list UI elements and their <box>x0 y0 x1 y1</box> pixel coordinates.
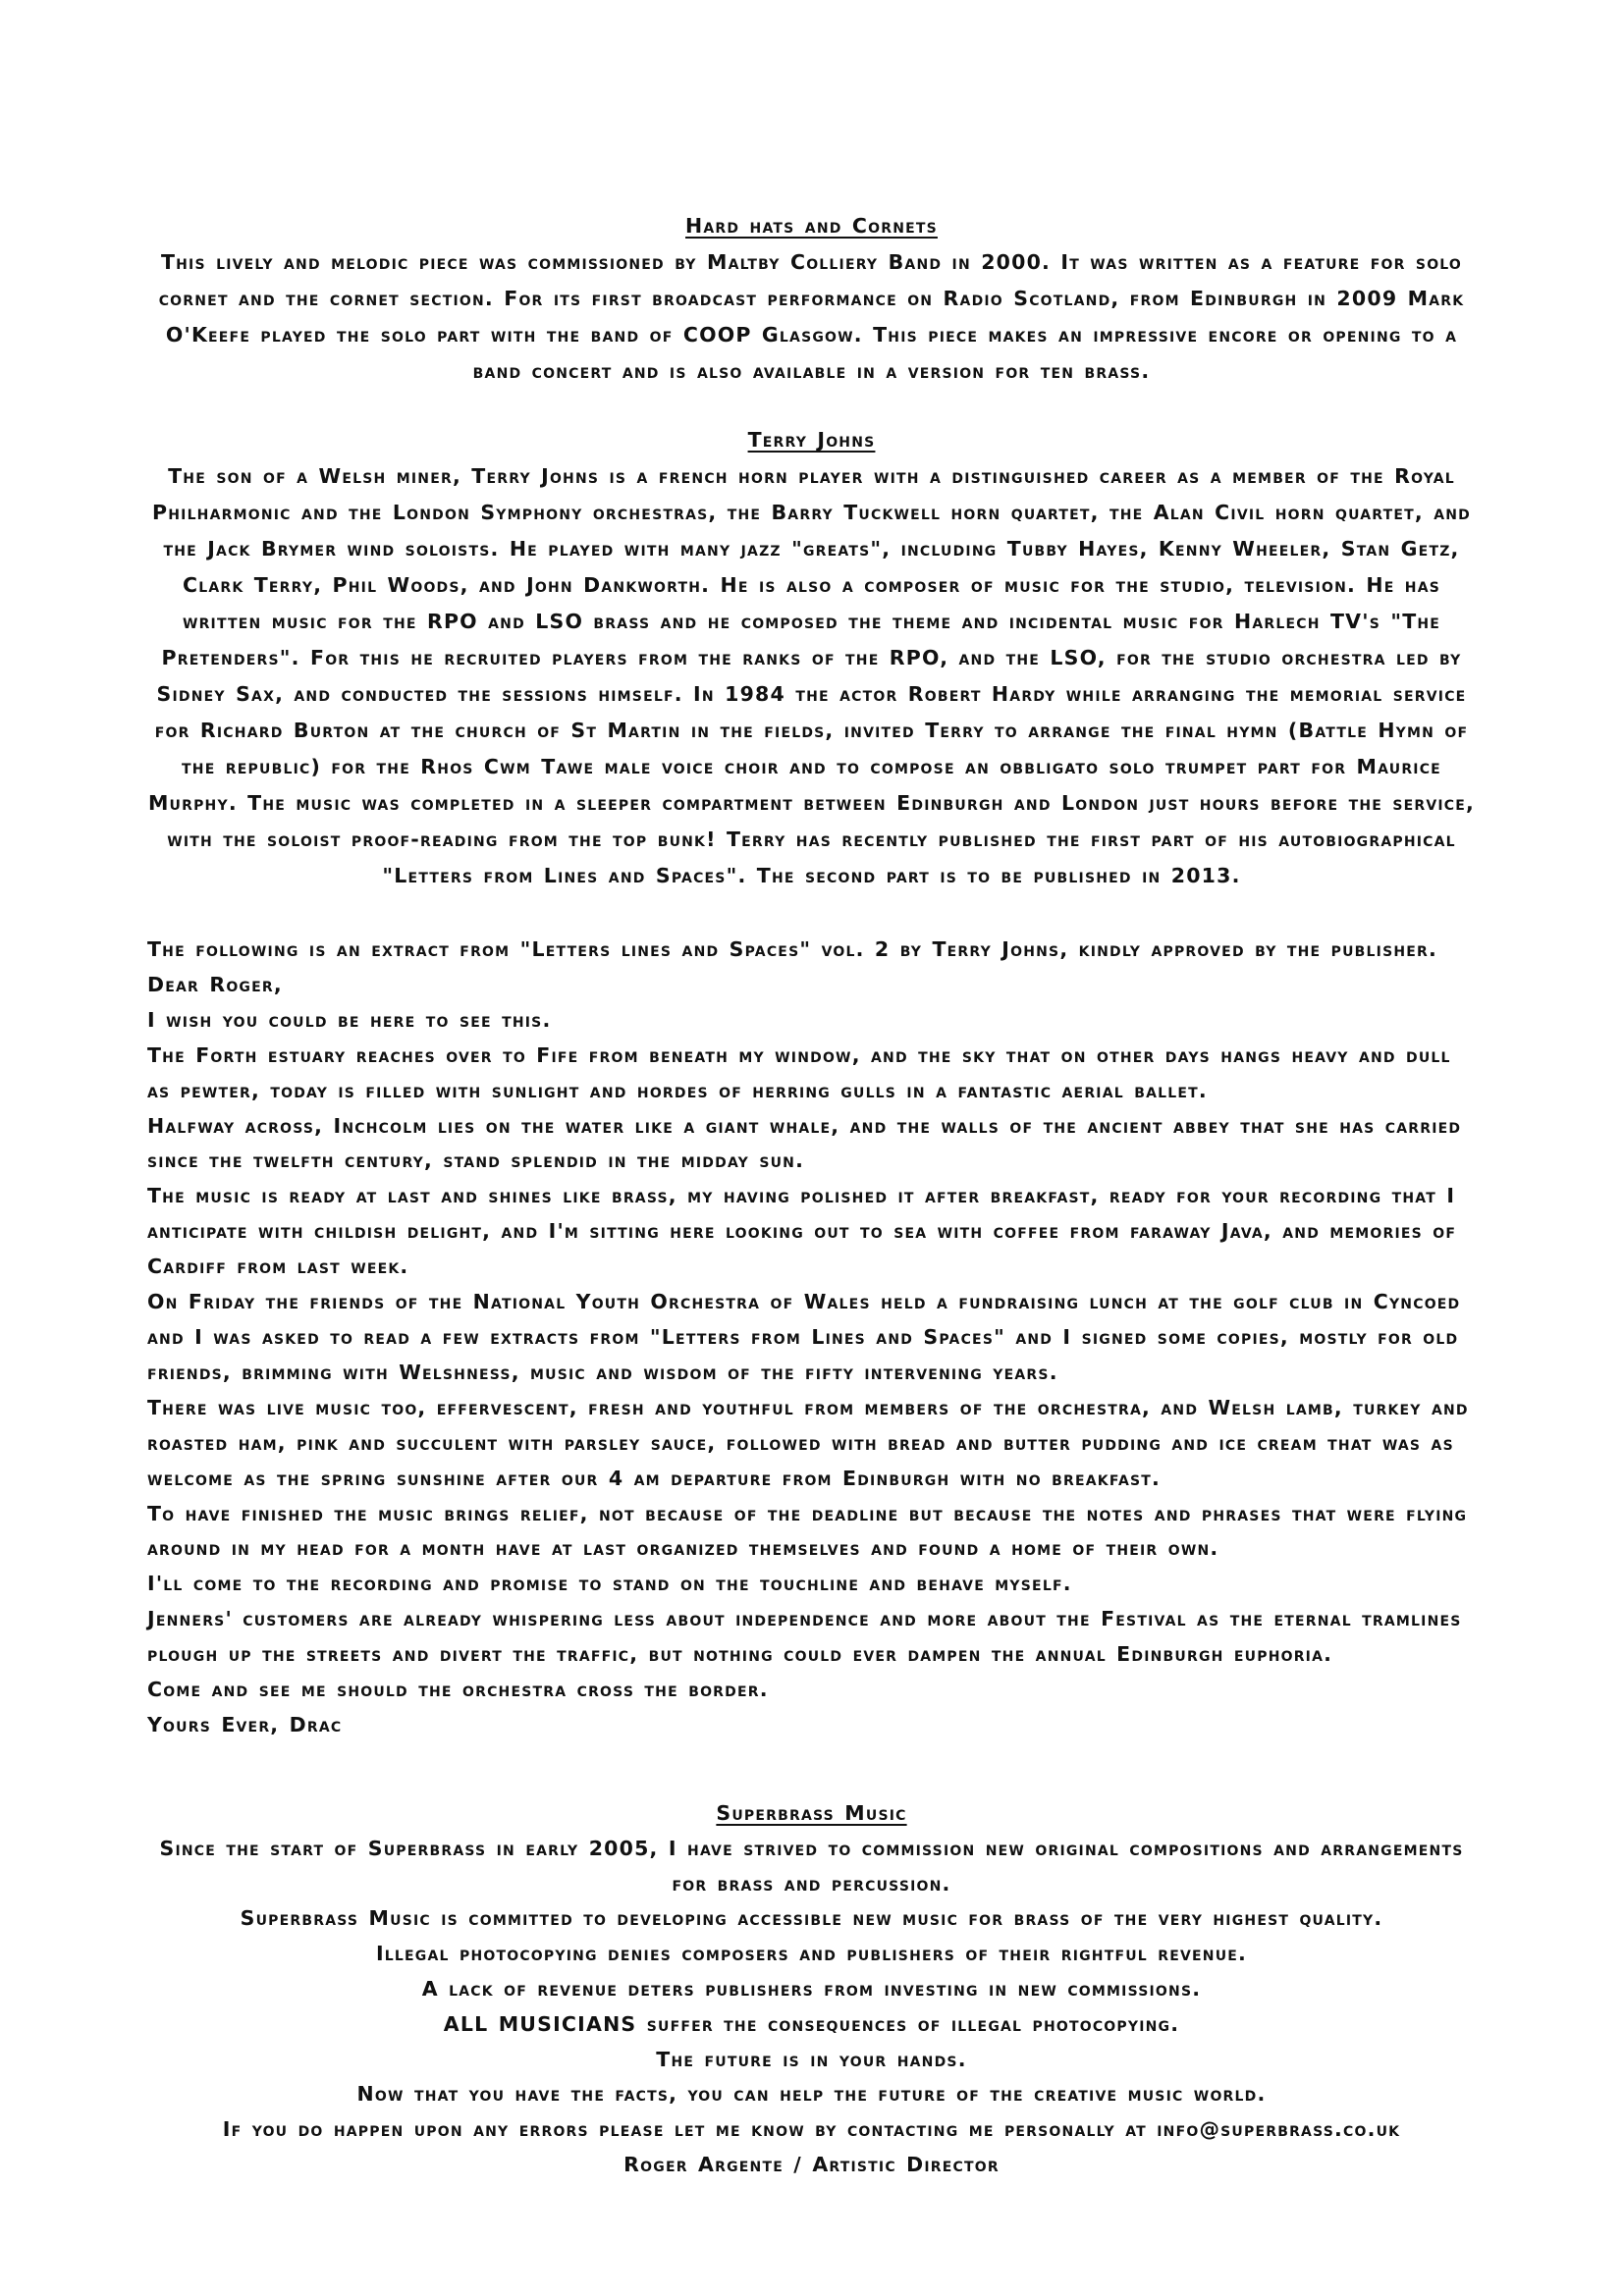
terry-johns-body: The son of a Welsh miner, Terry Johns is a french horn player with a distinguished career as a member of the Royal Philharmonic and the London Symphony orchestras, the Barry Tuckwell horn quartet, the Alan Civil horn quartet, and the Jack Brymer wind soloists. He played with many jazz "greats", including Tubby Hayes, Kenny Wheeler, Stan Getz, Clark Terry, Phil Woods, and John Dankworth. He is also a composer of music for the studio, television. He has written music for the RPO and LSO brass and he composed the theme and incidental music for Harlech TV's "The Pretenders". For this he recruited players from the ranks of the RPO, and the LSO, for the studio orchestra led by Sidney Sax, and conducted the sessions himself. In 1984 the actor Robert Hardy while arranging the memorial service for Richard Burton at the church of St Martin in the fields, invited Terry to arrange the final hymn (Battle Hymn of the republic) for the Rhos Cwm Tawe male voice choir and to compose an obbligato solo trumpet part for Maurice Murphy. The music was completed in a sleeper compartment between Edinburgh and London just hours before the service, with the soloist proof-reading from the top bunk! Terry has recently published the first part of his autobiographical "Letters from Lines and Spaces". The second part is to be published in 2013. <box>147 464 1476 887</box>
superbrass-line: Since the start of Superbrass in early 2005, I have strived to commission new original compositions and arrangements for brass and percussion. <box>159 1836 1464 1896</box>
letter-paragraph: The Forth estuary reaches over to Fife from beneath my window, and the sky that on other days hangs heavy and dull as pewter, today is filled with sunlight and hordes of herring gulls in a fantastic aerial ballet. <box>147 1042 1451 1102</box>
superbrass-line: Illegal photocopying denies composers and publishers of their rightful revenue. <box>375 1942 1248 1966</box>
letter-paragraph: I'll come to the recording and promise to stand on the touchline and behave myself. <box>147 1572 1072 1596</box>
superbrass-line-rest: suffer the consequences of illegal photocopying. <box>636 2011 1180 2036</box>
hard-hats-title: Hard hats and Cornets <box>685 214 938 238</box>
letter-intro: The following is an extract from "Letters lines and Spaces" vol. 2 by Terry Johns, kindly approved by the publisher. <box>147 937 1438 961</box>
all-musicians-emphasis: ALL MUSICIANS <box>443 2011 637 2036</box>
terry-johns-title: Terry Johns <box>747 428 876 452</box>
superbrass-line: A lack of revenue deters publishers from investing in new commissions. <box>421 1976 1202 2001</box>
letter-paragraph: I wish you could be here to see this. <box>147 1007 552 1032</box>
superbrass-line: The future is in your hands. <box>656 2047 967 2071</box>
letter-paragraph: Come and see me should the orchestra cross the border. <box>147 1678 769 1702</box>
letter-paragraph: On Friday the friends of the National Youth Orchestra of Wales held a fundraising lunch at the golf club in Cyncoed and I was asked to read a few extracts from "Letters from Lines and Spaces" and I signed some copies, mostly for old friends, brimming with Welshness, music and wisdom of the fifty intervening years. <box>147 1290 1461 1384</box>
superbrass-title: Superbrass Music <box>716 1801 907 1825</box>
letter-salutation: Dear Roger, <box>147 972 283 996</box>
letter-signoff: Yours Ever, Drac <box>147 1712 343 1736</box>
letter-paragraph: To have finished the music brings relief, not because of the deadline but because the notes and phrases that were flying around in my head for a month have at last organized themselves and found a home of their own. <box>147 1501 1468 1561</box>
superbrass-line: Superbrass Music is committed to developing accessible new music for brass of the very highest quality. <box>240 1906 1383 1931</box>
superbrass-signature: Roger Argente / Artistic Director <box>623 2152 1000 2176</box>
superbrass-line: Now that you have the facts, you can help the future of the creative music world. <box>356 2082 1267 2107</box>
hard-hats-section <box>147 208 1476 390</box>
hard-hats-body: This lively and melodic piece was commissioned by Maltby Colliery Band in 2000. It was written as a feature for solo cornet and the cornet section. For its first broadcast performance on Radio Scotland, from Edinburgh in 2009 Mark O'Keefe played the solo part with the band of COOP Glasgow. This piece makes an impressive encore or opening to a band concert and is also available in a version for ten brass. <box>158 250 1465 383</box>
letter-paragraph: There was live music too, effervescent, fresh and youthful from members of the orchestra, and Welsh lamb, turkey and roasted ham, pink and succulent with parsley sauce, followed with bread and butter pudding and ice cream that was as welcome as the spring sunshine after our 4 am departure from Edinburgh with no breakfast. <box>147 1395 1469 1490</box>
letter-paragraph: Halfway across, Inchcolm lies on the water like a giant whale, and the walls of the ancient abbey that she has carried since the twelfth century, stand splendid in the midday sun. <box>147 1113 1462 1173</box>
superbrass-contact-line: If you do happen upon any errors please let me know by contacting me personally at info@superbrass.co.uk <box>222 2117 1401 2142</box>
letter-paragraph: Jenners' customers are already whispering less about independence and more about the Festival as the eternal tramlines plough up the streets and divert the traffic, but nothing could ever dampen the annual Edinburgh euphoria. <box>147 1607 1462 1667</box>
letter-extract <box>147 933 1476 1743</box>
superbrass-section <box>147 1796 1476 2183</box>
terry-johns-section <box>147 422 1476 894</box>
superbrass-line <box>147 2007 1476 2043</box>
letter-paragraph: The music is ready at last and shines like brass, my having polished it after breakfast, ready for your recording that I anticipate with childish delight, and I'm sitting here looking out to sea with coffee from faraway Java, and memories of Cardiff from last week. <box>147 1184 1457 1279</box>
